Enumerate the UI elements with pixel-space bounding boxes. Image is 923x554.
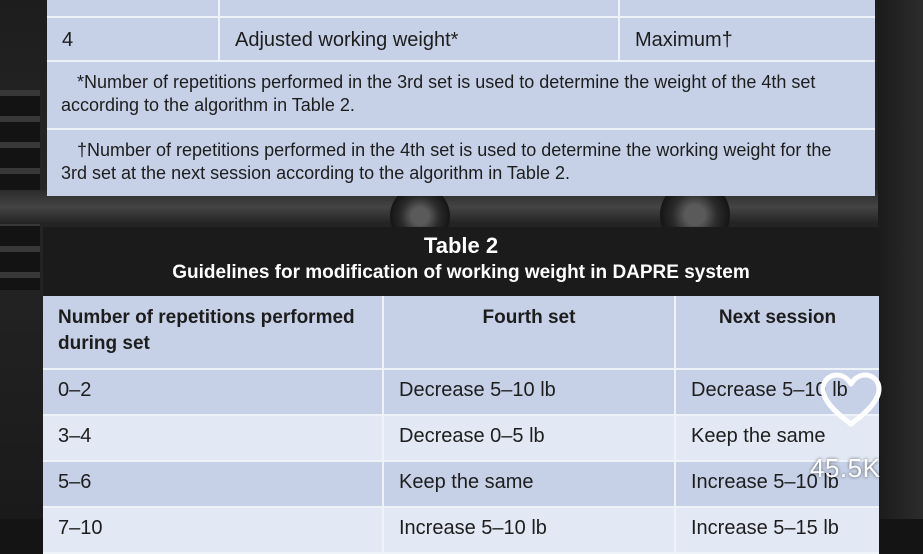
table-cell: Keep the same <box>384 462 676 506</box>
table-cell: 7–10 <box>43 508 384 552</box>
table-2-subtitle: Guidelines for modification of working weight in DAPRE system <box>172 262 750 283</box>
background-edge <box>878 0 923 519</box>
table-cell: Increase 5–10 lb <box>691 471 839 493</box>
table-2 <box>43 227 879 554</box>
table-1-footnote: †Number of repetitions performed in the 4th set is used to determine the working weight for the 3rd set at the next session according to the algorithm in Table 2. <box>47 130 875 196</box>
like-count: 45.5K <box>810 453 881 483</box>
table-cell: Decrease 5–10 lb <box>691 379 848 401</box>
table-cell: Decrease 0–5 lb <box>384 416 676 460</box>
table-2-header <box>43 227 879 296</box>
table-cell: Increase 5–15 lb <box>691 517 839 539</box>
table-1-row-partial <box>47 0 875 18</box>
table-2-title: Table 2 <box>423 233 499 258</box>
table-row <box>43 370 879 416</box>
table-cell: 3–4 <box>43 416 384 460</box>
table-cell: 5–6 <box>43 462 384 506</box>
table-row <box>43 416 879 462</box>
table-row <box>43 508 879 554</box>
table-cell: Keep the same <box>691 425 826 447</box>
column-header-repetitions: Number of repetitions performed during set <box>43 296 384 368</box>
table-2-column-headers <box>43 296 879 370</box>
table-1-row <box>47 18 875 62</box>
table-1-footnote: *Number of repetitions performed in the 3rd set is used to determine the weight of the 4th set according to the algorithm in Table 2. <box>47 62 875 130</box>
table-row <box>43 462 879 508</box>
set-repetitions-cell: Maximum† <box>635 29 733 51</box>
column-header-next-session: Next session <box>718 307 837 328</box>
column-header-fourth-set: Fourth set <box>384 296 676 368</box>
heart-icon[interactable] <box>818 371 884 429</box>
table-cell: 0–2 <box>43 370 384 414</box>
table-1 <box>47 0 875 196</box>
set-number-cell: 4 <box>47 18 220 60</box>
set-description-cell: Adjusted working weight* <box>220 18 620 60</box>
table-cell: Decrease 5–10 lb <box>384 370 676 414</box>
table-cell: Increase 5–10 lb <box>384 508 676 552</box>
